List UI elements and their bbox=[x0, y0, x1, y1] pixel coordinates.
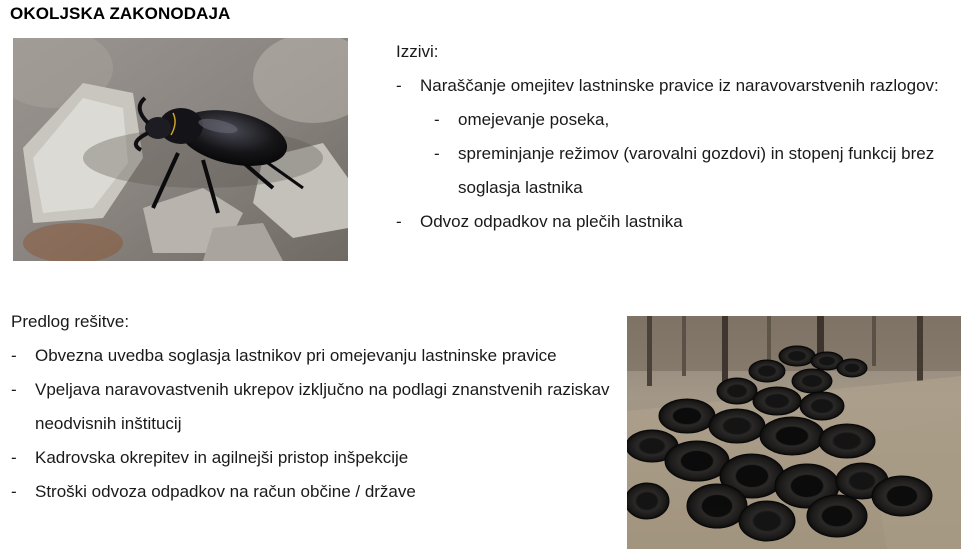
bullet-dash: - bbox=[434, 110, 440, 129]
solution-item bbox=[11, 475, 616, 509]
solutions-section bbox=[11, 305, 616, 509]
challenges-heading: Izzivi: bbox=[396, 42, 439, 61]
challenge-subitem bbox=[396, 137, 956, 205]
bullet-dash: - bbox=[434, 144, 440, 163]
challenge-item bbox=[396, 205, 956, 239]
bullet-dash: - bbox=[11, 380, 17, 399]
bullet-dash: - bbox=[11, 448, 17, 467]
challenge-text: Naraščanje omejitev lastninske pravice iz naravovarstvenih razlogov: bbox=[420, 76, 939, 95]
solution-item bbox=[11, 441, 616, 475]
solution-text: Stroški odvoza odpadkov na račun občine / države bbox=[35, 482, 416, 501]
solution-item bbox=[11, 373, 616, 441]
bullet-dash: - bbox=[11, 346, 17, 365]
bullet-dash: - bbox=[396, 76, 402, 95]
challenge-subtext: omejevanje poseka, bbox=[458, 110, 610, 129]
solution-text: Kadrovska okrepitev in agilnejši pristop inšpekcije bbox=[35, 448, 409, 467]
challenges-section bbox=[396, 35, 956, 239]
solution-text: Obvezna uvedba soglasja lastnikov pri omejevanju lastninske pravice bbox=[35, 346, 557, 365]
solution-text: Vpeljava naravovastvenih ukrepov izključno na podlagi znanstvenih raziskav neodvisnih inštitucij bbox=[35, 380, 610, 433]
bullet-dash: - bbox=[396, 212, 402, 231]
solutions-heading: Predlog rešitve: bbox=[11, 312, 130, 331]
solution-item bbox=[11, 339, 616, 373]
bullet-dash: - bbox=[11, 482, 17, 501]
challenge-subtext: spreminjanje režimov (varovalni gozdovi) in stopenj funkcij brez soglasja lastnika bbox=[458, 144, 935, 197]
dumped-tires-photo bbox=[627, 316, 961, 549]
challenge-subitem bbox=[396, 103, 956, 137]
slide-title: OKOLJSKA ZAKONODAJA bbox=[10, 4, 231, 23]
stag-beetle-photo bbox=[13, 38, 348, 261]
challenge-item bbox=[396, 69, 956, 103]
challenge-text: Odvoz odpadkov na plečih lastnika bbox=[420, 212, 683, 231]
